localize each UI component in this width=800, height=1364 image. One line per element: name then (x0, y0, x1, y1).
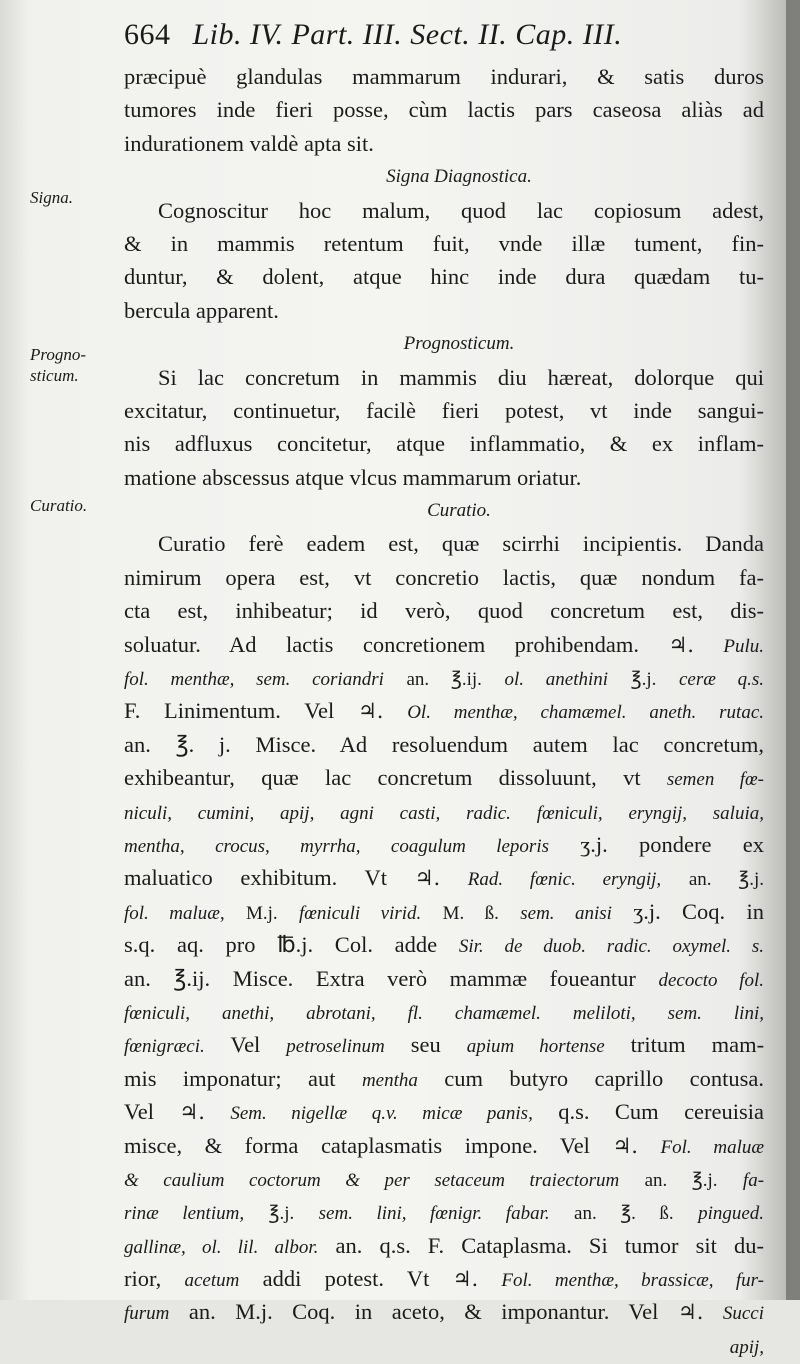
catchword-line (124, 1329, 764, 1362)
text-span-italic: mentha (361, 1069, 418, 1091)
text-span: mis imponatur; aut (124, 1065, 336, 1091)
text-line: præcipuè glandulas mammarum indurari, & satis duros (124, 64, 764, 89)
recipe-symbol: ♃. (612, 1133, 638, 1158)
text-span: M.j. (245, 902, 278, 924)
recipe-symbol: ♃. (357, 699, 384, 724)
text-span-italic: rinæ lentium, (124, 1203, 245, 1225)
text-line: indurationem valdè apta sit. (124, 130, 374, 156)
text-span-italic: sem. lini, fœnigr. fabar. (318, 1203, 550, 1225)
text-span: M. ß. (442, 902, 499, 924)
text-line (124, 1028, 764, 1061)
text-line: duntur, & dolent, atque hinc inde dura quædam tu- (124, 264, 764, 290)
text-span: ʒ.j. Coq. in (633, 898, 764, 924)
text-line (124, 928, 764, 961)
text-line: an. ℥. j. Misce. Ad resoluendum autem lac concretum, (124, 731, 764, 757)
running-title: Lib. IV. Part. III. Sect. II. Cap. III. (192, 18, 623, 51)
text-span-italic: & caulium coctorum & per setaceum traiectorum (124, 1169, 620, 1191)
text-line: bercula apparent. (124, 297, 279, 323)
recipe-symbol: ♃. (677, 1300, 704, 1325)
text-line (124, 1062, 764, 1095)
text-line (124, 861, 764, 894)
recipe-symbol: ♃. (179, 1100, 205, 1125)
catchword: apij, (729, 1336, 764, 1358)
text-span: ℥.j. (630, 669, 657, 691)
page-gutter-shadow (786, 0, 800, 1300)
recipe-symbol: ♃. (668, 632, 694, 657)
text-span: tritum mam- (630, 1032, 765, 1058)
recipe-symbol: ♃. (414, 866, 441, 891)
text-span: exhibeantur, quæ lac concretum dissoluunt, vt (124, 765, 641, 791)
text-span-italic: apium hortense (466, 1036, 605, 1058)
running-head (124, 18, 764, 58)
text-line: Curatio ferè eadem est, quæ scirrhi incipientis. Danda (158, 531, 764, 557)
text-span: addi potest. Vt (262, 1266, 430, 1292)
text-line (124, 1295, 764, 1328)
text-span-italic: fœniculi, anethi, abrotani, fl. chamæmel. meliloti, sem. lini, (124, 1002, 764, 1024)
text-span-italic: acetum (184, 1270, 240, 1292)
text-span-italic: Succi (722, 1303, 765, 1325)
text-span-italic: Sem. nigellæ q.v. micæ panis, (230, 1103, 533, 1125)
text-line (124, 1162, 764, 1195)
text-span: an. ℥. ß. (574, 1203, 674, 1225)
text-span: an. ℥.ij. Misce. Extra verò mammæ foueantur (124, 965, 636, 991)
text-span-italic: ceræ q.s. (678, 669, 765, 691)
text-span-italic: fa- (742, 1169, 765, 1191)
text-line: nis adfluxus concitetur, atque inflammatio, & ex inflam- (124, 431, 764, 457)
text-span-italic: petroselinum (286, 1036, 385, 1058)
text-span: misce, & forma cataplasmatis impone. Vel (124, 1132, 590, 1158)
text-span-italic: niculi, cumini, apij, agni casti, radic. fœniculi, eryngij, saluia, (124, 802, 764, 824)
text-span: s.q. aq. pro ℔.j. Col. adde (124, 932, 438, 958)
text-line (124, 828, 764, 861)
margin-note-prognosticum-line1: Progno- (30, 345, 87, 364)
text-span-italic: Fol. maluæ (660, 1136, 765, 1158)
text-span-italic: Pulu. (723, 635, 764, 657)
text-span-italic: ol. anethini (504, 669, 609, 691)
text-line (124, 1095, 764, 1128)
text-span-italic: fœniculi virid. (298, 902, 422, 924)
text-span-italic: gallinæ, ol. lil. albor. (124, 1236, 319, 1258)
text-line (124, 795, 764, 828)
text-line (124, 1229, 764, 1262)
text-span-italic: fœnigræci. (124, 1036, 205, 1058)
text-span: ℥.j. (268, 1203, 295, 1225)
page-number: 664 (124, 18, 171, 51)
text-line (124, 661, 764, 694)
text-span: soluatur. Ad lactis concretionem prohibendam. (124, 631, 640, 657)
text-span-italic: fol. maluæ, (124, 902, 225, 924)
text-span: ʒ.j. pondere ex (580, 831, 764, 857)
text-span-italic: Sir. de duob. radic. oxymel. s. (458, 936, 764, 958)
text-line: tumores inde fieri posse, cùm lactis pars caseosa aliàs ad (124, 97, 764, 123)
recipe-symbol: ♃. (452, 1267, 479, 1292)
text-span: F. Linimentum. Vel (124, 698, 335, 724)
text-span: cum butyro caprillo contusa. (444, 1065, 765, 1091)
text-span: seu (410, 1032, 441, 1058)
text-line: & in mammis retentum fuit, vnde illæ tument, fin- (124, 230, 764, 256)
margin-note-prognosticum (30, 344, 120, 386)
text-line: nimirum opera est, vt concretio lactis, quæ nondum fa- (124, 564, 764, 590)
text-span: Vel (230, 1032, 261, 1058)
text-span: rior, (124, 1266, 162, 1292)
text-span: an. ℥.j. (688, 869, 765, 891)
text-line (124, 962, 764, 995)
text-line (124, 761, 764, 794)
section-heading-prognosticum: Prognosticum. (403, 333, 515, 355)
text-line (124, 1262, 764, 1295)
text-span: an. M.j. Coq. in aceto, & imponantur. Vel (188, 1299, 659, 1325)
text-line (124, 895, 764, 928)
text-line (124, 1195, 764, 1228)
text-span: an. ℥.ij. (406, 669, 482, 691)
text-line: Si lac concretum in mammis diu hæreat, dolorque qui (158, 364, 764, 390)
section-heading-signa: Signa Diagnostica. (386, 166, 532, 188)
text-span: q.s. Cum cereuisia (558, 1099, 765, 1125)
text-line (124, 1129, 764, 1162)
body-text (124, 60, 764, 1362)
section-heading-curatio: Curatio. (427, 500, 491, 522)
text-line: excitatur, continuetur, facilè fieri potest, vt inde sangui- (124, 397, 764, 423)
text-span: an. ℥.j. (644, 1169, 718, 1191)
text-span-italic: Rad. fœnic. eryngij, (467, 869, 662, 891)
text-line: cta est, inhibeatur; id verò, quod concretum est, dis- (124, 598, 764, 624)
text-line: Cognoscitur hoc malum, quod lac copiosum adest, (158, 197, 764, 223)
text-line (124, 694, 764, 727)
text-span: Vel (124, 1099, 154, 1125)
text-span-italic: mentha, crocus, myrrha, coagulum leporis (124, 835, 549, 857)
text-span-italic: decocto fol. (658, 969, 765, 991)
text-line: matione abscessus atque vlcus mammarum oriatur. (124, 464, 582, 490)
margin-note-curatio: Curatio. (30, 496, 88, 515)
text-span-italic: Fol. menthæ, brassicæ, fur- (501, 1270, 765, 1292)
text-span-italic: sem. anisi (520, 902, 612, 924)
text-span-italic: furum (124, 1303, 170, 1325)
text-span: an. q.s. F. Cataplasma. Si tumor sit du- (335, 1232, 764, 1258)
text-span: maluatico exhibitum. Vt (124, 865, 387, 891)
text-line (124, 995, 764, 1028)
margin-note-signa: Signa. (30, 188, 73, 207)
text-span-italic: pingued. (698, 1203, 765, 1225)
text-line (124, 628, 764, 661)
text-span-italic: semen fœ- (666, 769, 764, 791)
text-span-italic: Ol. menthæ, chamæmel. aneth. rutac. (407, 702, 764, 724)
text-span-italic: fol. menthæ, sem. coriandri (124, 669, 384, 691)
margin-note-prognosticum-line2: sticum. (30, 366, 79, 385)
